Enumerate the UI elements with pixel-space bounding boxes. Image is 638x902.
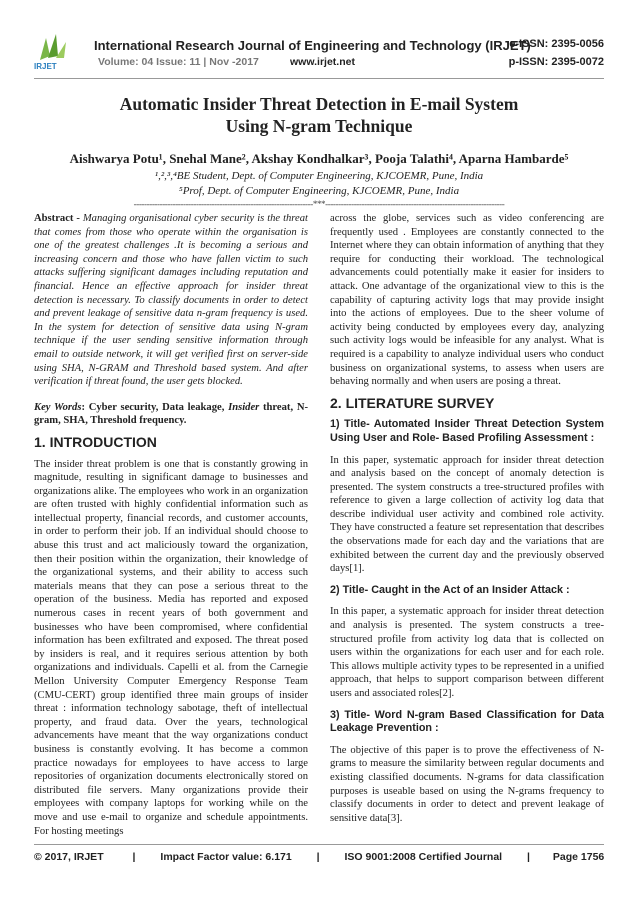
keywords-insider: Insider — [228, 401, 260, 413]
volume-issue: Volume: 04 Issue: 11 | Nov -2017 — [98, 56, 259, 68]
title-line-2: Using N-gram Technique — [225, 116, 413, 136]
right-column — [330, 212, 604, 833]
page-footer — [34, 851, 604, 863]
section-separator: ---------------------------------------------------------------------***--------------------------------------------------------------------- — [133, 199, 505, 209]
introduction-continued: across the globe, services such as video conferencing are frequently used . Employees are constantly connected to the Internet where they can obtain information of anything that they require for conducting their workload. The technological advancements could potentially make it easier for insiders to attack. One advantage of the organizational view to this is the capability of capturing activity logs that may provide insight into the actions of employees. Due to the sheer volume of activity being conducted by employees every day, analyzing such activity logs would be infeasible for any analyst. What is required is a capability to analyze individual users who conduct business on organizational systems, to assess when users are behaving normally and when users are posing a threat. — [330, 213, 604, 388]
introduction-heading: 1. INTRODUCTION — [34, 433, 157, 450]
survey-1-text: In this paper, systematic approach for insider threat detection and analysis based on the concept of anomaly detection is presented. The system constructs a tree-structured profiles with reference to given a large collection of activity log data that describe individual user activity and combined role activity. They have constructed a feature set representation that describes the observations made for each day and the variations that are exhibited between the current day and the previously observed days[1]. — [330, 454, 604, 575]
footer-copyright: © 2017, IRJET — [34, 851, 104, 863]
footer-impact-factor: Impact Factor value: 6.171 — [160, 851, 292, 863]
header-rule — [34, 78, 604, 79]
logo-text: IRJET — [34, 62, 57, 71]
survey-3-text: The objective of this paper is to prove the effectiveness of N-grams to measure the similarity between regular documents and existing classified documents. N-grams for data classification purposes is useable based on using the N-grams frequency to classify documents in order to detect and prevent leakage of sensitive data[3]. — [330, 744, 604, 824]
affiliation-1: ¹,²,³,⁴BE Student, Dept. of Computer Engineering, KJCOEMR, Pune, India — [154, 170, 484, 182]
paper-title — [34, 93, 604, 137]
footer-iso: ISO 9001:2008 Certified Journal — [344, 851, 503, 863]
e-issn: e-ISSN: 2395-0056 — [509, 38, 604, 50]
abstract-text: Managing organisational cyber security is the threat that comes from those who operate within the organisation is one of the greatest challenges .It is becoming a serious and increasing concern and those who have fallen victim to such attacks suffering significant damages including reputation and financial. Hence an effective approach for insider threat detection is necessary. To classify documents in order to detect and prevent leakage of sensitive data n-gram frequency is used. In the system for detection of sensitive data using N-gram technique if the user sending sensitive information through email to outside network, it will get verified first on server-side using SHA, N-GRAM and Threshold based system. And after verification if threat found, the user gets blocked. — [34, 213, 308, 388]
introduction-text: The insider threat problem is one that is constantly growing in magnitude, resulting in significant damage to businesses and organizations alike. The employees who work in an organization are often trusted with highly confidential information such as intellectual property, financial records, and customer accounts, in order to perform their job. If an individual should choose to abuse this trust and act maliciously toward the organization, then their position within the organization, their knowledge of the organizational systems, and their ability to access such materials means that they can pose a serious threat to the operation of the business. Media has reported and exposed numerous cases in recent years of both government and businesses who have been compromised, where confidential information has been exfiltrated and exposed. The threat posed by insiders is real, and it requires serious attention by both organizations and individuals. Capelli et al. from the Carnegie Mellon University Computer Emergency Response Team (CMU-CERT) group identified three main groups of insider threat : information technology sabotage, theft of intellectual property, and fraud data. Over the years, technological advancements have meant that the way organizations conduct business is constantly evolving. It has become a common practice nowadays for employees to have access to large repositories of organization documents electronically stored on distributed file servers. Many organizations provide their employees with company laptops for working while on the move and use e-mail to organize and schedule appointments. For hosting meetings — [34, 458, 308, 837]
affiliation-2: ⁵Prof, Dept. of Computer Engineering, KJCOEMR, Pune, India — [178, 185, 460, 197]
literature-survey-heading: 2. LITERATURE SURVEY — [330, 394, 495, 411]
survey-2-text: In this paper, a systematic approach for insider threat detection and analysis is presented. The system constructs a tree-structured profile from activity log data that is collected on users within the organizations for each user and for each role. This allows multiple activity types to be represented in a unified approach, that helps to support comparison between different users and associated roles[2]. — [330, 606, 604, 699]
keywords-text: : Cyber security, Data leakage, — [81, 401, 229, 413]
footer-divider: | — [527, 851, 530, 863]
p-issn: p-ISSN: 2395-0072 — [508, 56, 604, 68]
authors: Aishwarya Potu¹, Snehal Mane², Akshay Kondhalkar³, Pooja Talathi⁴, Aparna Hambarde⁵ — [69, 151, 569, 166]
footer-page-number: Page 1756 — [552, 851, 605, 863]
abstract-label: Abstract - — [34, 213, 80, 224]
left-column — [34, 212, 308, 846]
footer-rule — [34, 844, 604, 845]
keywords-rest: threat, N-gram, SHA, Threshold frequency. — [34, 401, 308, 427]
survey-1-heading: 1) Title- Automated Insider Threat Detection System Using User and Role- Based Profiling Assessment : — [330, 418, 604, 444]
journal-website[interactable]: www.irjet.net — [290, 56, 355, 68]
footer-divider: | — [316, 851, 320, 863]
journal-name: International Research Journal of Engineering and Technology (IRJET) — [94, 38, 531, 53]
survey-3-heading: 3) Title- Word N-gram Based Classification for Data Leakage Prevention : — [330, 708, 604, 735]
footer-divider: | — [132, 851, 136, 863]
title-line-1: Automatic Insider Threat Detection in E-mail System — [119, 94, 519, 114]
journal-header — [34, 32, 604, 74]
keywords — [34, 401, 308, 428]
keywords-label: Key Words — [34, 401, 82, 413]
survey-2-heading: 2) Title- Caught in the Act of an Insider Attack : — [330, 583, 570, 596]
abstract — [34, 212, 308, 389]
